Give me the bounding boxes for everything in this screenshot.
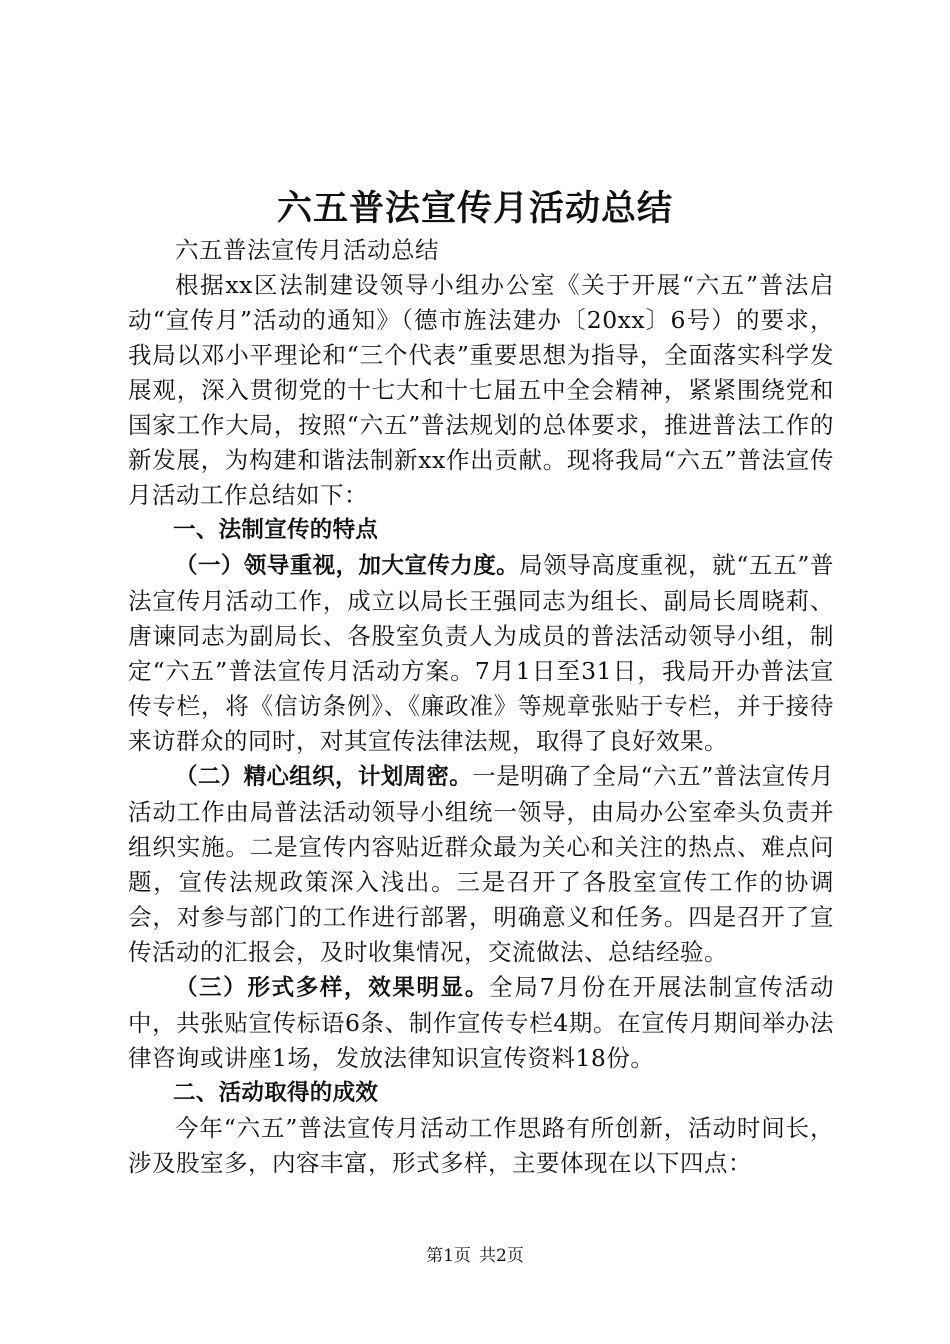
page-footer xyxy=(0,1244,950,1268)
section1-item-1-text: 局领导高度重视，就“五五”普法宣传月活动工作，成立以局长王强同志为组长、副局长周晓莉、唐谏同志为副局长、各股室负责人为成员的普法活动领导小组，制定“六五”普法宣传月活动方案。7月1日至31日，我局开办普法宣传专栏，将《信访条例》、《廉政准》等规章张贴于专栏，并于接待来访群众的同时，对其宣传法律法规，取得了良好效果。 xyxy=(128,551,834,755)
section1-item-2 xyxy=(128,759,834,970)
document-title: 六五普法宣传月活动总结 xyxy=(276,188,673,229)
section1-heading: 一、法制宣传的特点 xyxy=(173,517,379,543)
section1-item-3-lead: （三）形式多样，效果明显。 xyxy=(175,975,489,1001)
document-body xyxy=(128,233,834,1181)
subtitle-paragraph: 六五普法宣传月活动总结 xyxy=(175,236,439,264)
section2-paragraph: 今年“六五”普法宣传月活动工作思路有所创新，活动时间长，涉及股室多，内容丰富，形式多样，主要体现在以下四点： xyxy=(128,1114,834,1177)
page-number-current: 第1页 xyxy=(426,1246,471,1266)
section1-item-1 xyxy=(128,548,834,759)
section1-item-2-lead: （二）精心组织，计划周密。 xyxy=(175,764,473,790)
section1-item-3-text: 全局7月份在开展法制宣传活动中，共张贴宣传标语6条、制作宣传专栏4期。在宣传月期间举办法律咨询或讲座1场，发放法律知识宣传资料18份。 xyxy=(128,973,835,1072)
section1-item-2-text: 一是明确了全局“六五”普法宣传月活动工作由局普法活动领导小组统一领导，由局办公室牵头负责并组织实施。二是宣传内容贴近群众最为关心和关注的热点、难点问题，宣传法规政策深入浅出。三是召开了各股室宣传工作的协调会，对参与部门的工作进行部署，明确意义和任务。四是召开了宣传活动的汇报会，及时收集情况，交流做法、总结经验。 xyxy=(128,762,835,966)
page-number-total: 共2页 xyxy=(479,1246,524,1266)
section1-item-1-lead: （一）领导重视，加大宣传力度。 xyxy=(175,553,520,579)
section1-item-3 xyxy=(128,970,834,1076)
section2-heading: 二、活动取得的成效 xyxy=(173,1080,379,1106)
intro-paragraph: 根据xx区法制建设领导小组办公室《关于开展“六五”普法启动“宣传月”活动的通知》（德市旌法建办〔20xx〕6号）的要求，我局以邓小平理论和“三个代表”重要思想为指导，全面落实科学发展观，深入贯彻党的十七大和十七届五中全会精神，紧紧围绕党和国家工作大局，按照“六五”普法规划的总体要求，推进普法工作的新发展，为构建和谐法制新xx作出贡献。现将我局“六五”普法宣传月活动工作总结如下： xyxy=(128,271,834,509)
